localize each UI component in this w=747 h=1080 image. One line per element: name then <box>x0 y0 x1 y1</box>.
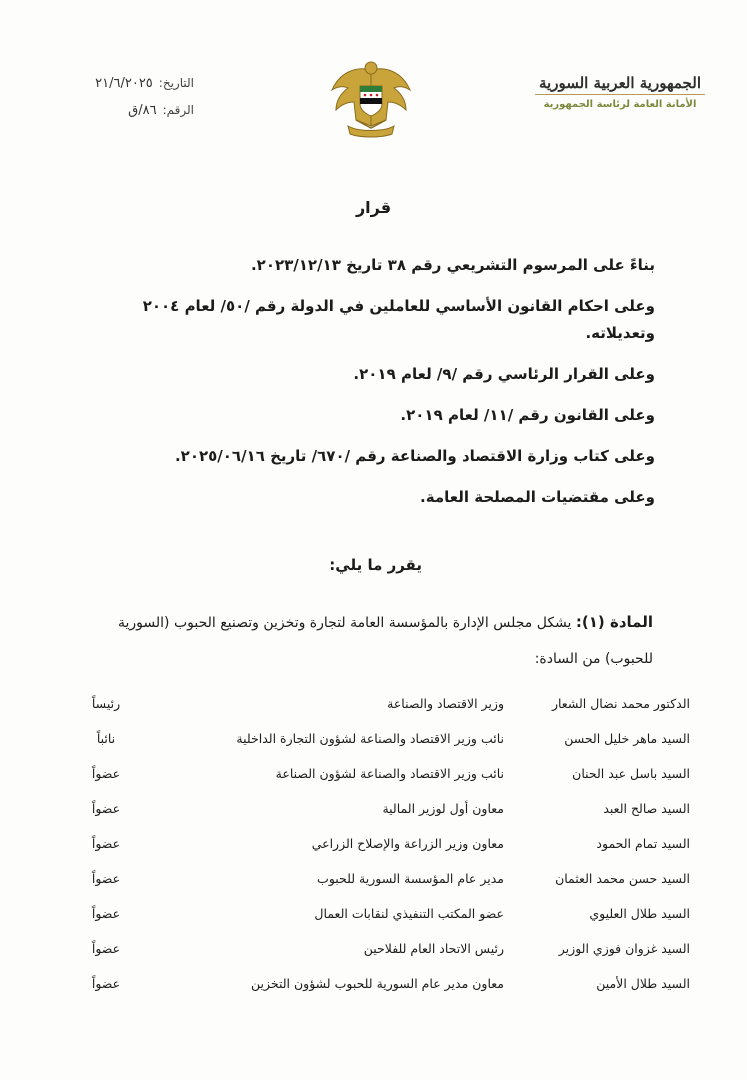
preamble-clause: وعلى القانون رقم /١١/ لعام ٢٠١٩. <box>400 406 655 424</box>
member-role: عضواً <box>91 976 121 991</box>
member-name: السيد تمام الحمود <box>596 836 690 851</box>
member-position: رئيس الاتحاد العام للفلاحين <box>363 941 504 956</box>
preamble-clause: وعلى احكام القانون الأساسي للعاملين في الدولة رقم /٥٠/ لعام ٢٠٠٤ وتعديلاته. <box>142 297 655 342</box>
member-name: السيد طلال العليوي <box>589 906 690 921</box>
republic-name: الجمهورية العربية السورية <box>535 74 705 95</box>
member-position: معاون أول لوزير المالية <box>382 801 504 816</box>
member-row <box>70 865 690 900</box>
member-role: رئيساً <box>91 696 121 711</box>
article-1 <box>73 604 653 677</box>
member-row <box>70 830 690 865</box>
member-position: وزير الاقتصاد والصناعة <box>387 696 504 711</box>
member-position: مدير عام المؤسسة السورية للحبوب <box>317 871 504 886</box>
article-text: يشكل مجلس الإدارة بالمؤسسة العامة لتجارة وتخزين وتصنيع الحبوب (السورية للحبوب) من السادة: <box>118 615 653 667</box>
member-position: نائب وزير الاقتصاد والصناعة لشؤون الصناعة <box>275 766 504 781</box>
preamble-clause: وعلى كتاب وزارة الاقتصاد والصناعة رقم /٦٧٠/ تاريخ ٢٠٢٥/٠٦/١٦. <box>174 447 655 465</box>
decides-heading: يقرر ما يلي: <box>329 556 422 574</box>
number-value: ٨٦/ق <box>128 103 157 118</box>
member-row <box>70 795 690 830</box>
member-row <box>70 970 690 1005</box>
reference-block <box>4 76 194 130</box>
decision-title: قرار <box>355 198 392 217</box>
member-position: معاون وزير الزراعة والإصلاح الزراعي <box>311 836 504 851</box>
member-name: السيد صالح العبد <box>603 801 690 816</box>
member-position: معاون مدير عام السورية للحبوب لشؤون التخزين <box>251 976 504 991</box>
member-position: نائب وزير الاقتصاد والصناعة لشؤون التجارة الداخلية <box>236 731 504 746</box>
member-name: الدكتور محمد نضال الشعار <box>551 696 690 711</box>
number-row <box>4 103 194 118</box>
member-row <box>70 935 690 970</box>
preamble-clause: وعلى القرار الرئاسي رقم /٩/ لعام ٢٠١٩. <box>353 365 655 383</box>
member-name: السيد ماهر خليل الحسن <box>564 731 690 746</box>
date-label: التاريخ: <box>158 76 194 90</box>
syrian-eagle-emblem-icon <box>326 56 416 146</box>
member-name: السيد طلال الأمين <box>596 976 690 991</box>
members-list <box>70 690 690 1005</box>
member-name: السيد حسن محمد العثمان <box>555 871 690 886</box>
date-value: ٢١/٦/٢٠٢٥ <box>95 76 153 91</box>
preamble-clause: وعلى مقتضيات المصلحة العامة. <box>420 488 655 506</box>
member-row <box>70 690 690 725</box>
preamble-clause: بناءً على المرسوم التشريعي رقم ٣٨ تاريخ ٢٠٢٣/١٢/١٣. <box>250 256 655 274</box>
member-row <box>70 725 690 760</box>
member-role: عضواً <box>91 871 121 886</box>
member-position: عضو المكتب التنفيذي لنقابات العمال <box>314 906 504 921</box>
member-role: نائباً <box>96 731 116 746</box>
member-role: عضواً <box>91 801 121 816</box>
member-row <box>70 760 690 795</box>
member-role: عضواً <box>91 766 121 781</box>
member-role: عضواً <box>91 941 121 956</box>
member-role: عضواً <box>91 906 121 921</box>
member-name: السيد غزوان فوزي الوزير <box>558 941 690 956</box>
date-row <box>4 76 194 91</box>
letterhead <box>535 74 705 110</box>
article-label: المادة (١): <box>575 613 653 631</box>
member-name: السيد باسل عبد الحنان <box>572 766 690 781</box>
preamble <box>95 252 655 525</box>
member-row <box>70 900 690 935</box>
member-role: عضواً <box>91 836 121 851</box>
secretariat-name: الأمانة العامة لرئاسة الجمهورية <box>543 99 697 110</box>
number-label: الرقم: <box>162 103 194 117</box>
